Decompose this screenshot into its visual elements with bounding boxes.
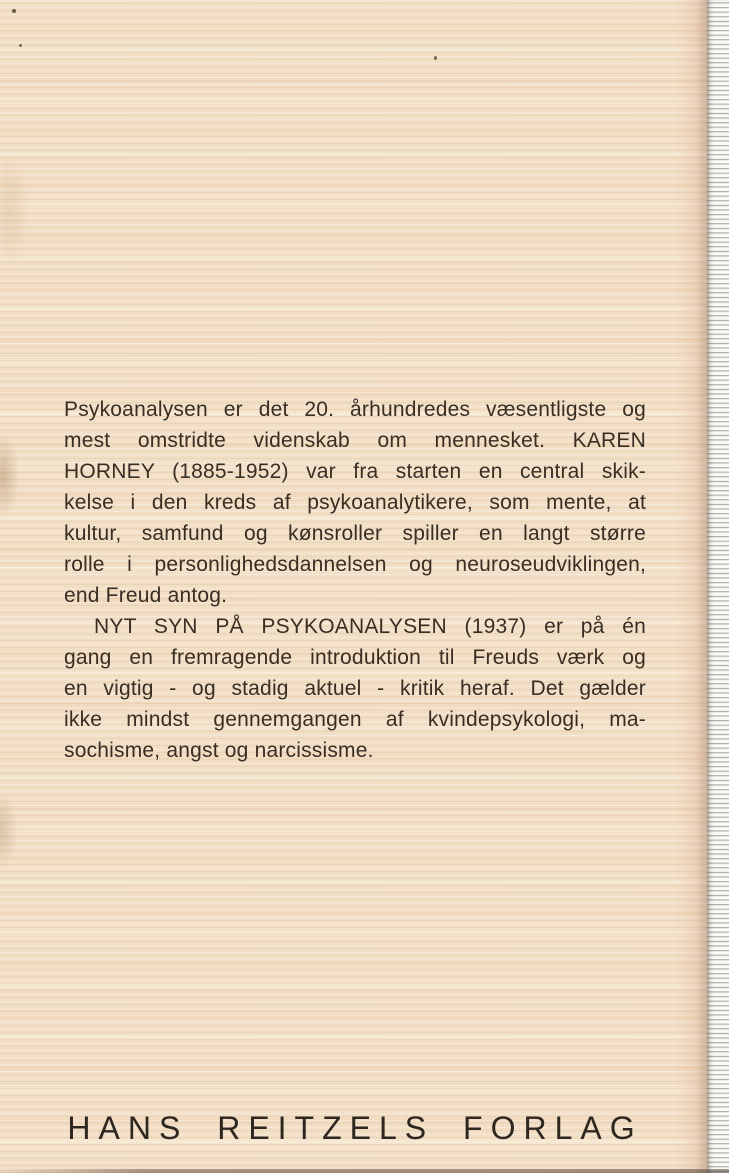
publisher-name: HANS REITZELS FORLAG (67, 1110, 643, 1146)
blurb-line: kelse i den kreds af psykoanalytikere, som mente, at (64, 491, 646, 514)
cover-edge-shadow (677, 0, 707, 1173)
blurb-line: Psykoanalysen er det 20. århundredes væsentligste og (64, 398, 646, 421)
blurb-line: en vigtig - og stadig aktuel - kritik heraf. Det gælder (64, 677, 646, 700)
blurb-text-block (64, 394, 646, 766)
blurb-line: rolle i personlighedsdannelsen og neuroseudviklingen, (64, 553, 646, 576)
blurb-paragraph (64, 611, 646, 766)
blurb-line: kultur, samfund og kønsroller spiller en langt større (64, 522, 646, 545)
blurb-line: end Freud antog. (64, 584, 228, 607)
book-pages-fore-edge (707, 0, 729, 1173)
blurb-line: NYT SYN PÅ PSYKOANALYSEN (1937) er på én (94, 615, 646, 638)
blurb-paragraph (64, 394, 646, 611)
blurb-line: gang en fremragende introduktion til Freuds værk og (64, 646, 646, 669)
blurb-line: sochisme, angst og narcissisme. (64, 739, 374, 762)
cover-bottom-edge-shadow (0, 1169, 729, 1173)
blurb-line: ikke mindst gennemgangen af kvindepsykologi, ma- (64, 708, 646, 731)
blurb-line: HORNEY (1885-1952) var fra starten en central skik- (64, 460, 646, 483)
blurb-line: mest omstridte videnskab om mennesket. KAREN (64, 429, 646, 452)
